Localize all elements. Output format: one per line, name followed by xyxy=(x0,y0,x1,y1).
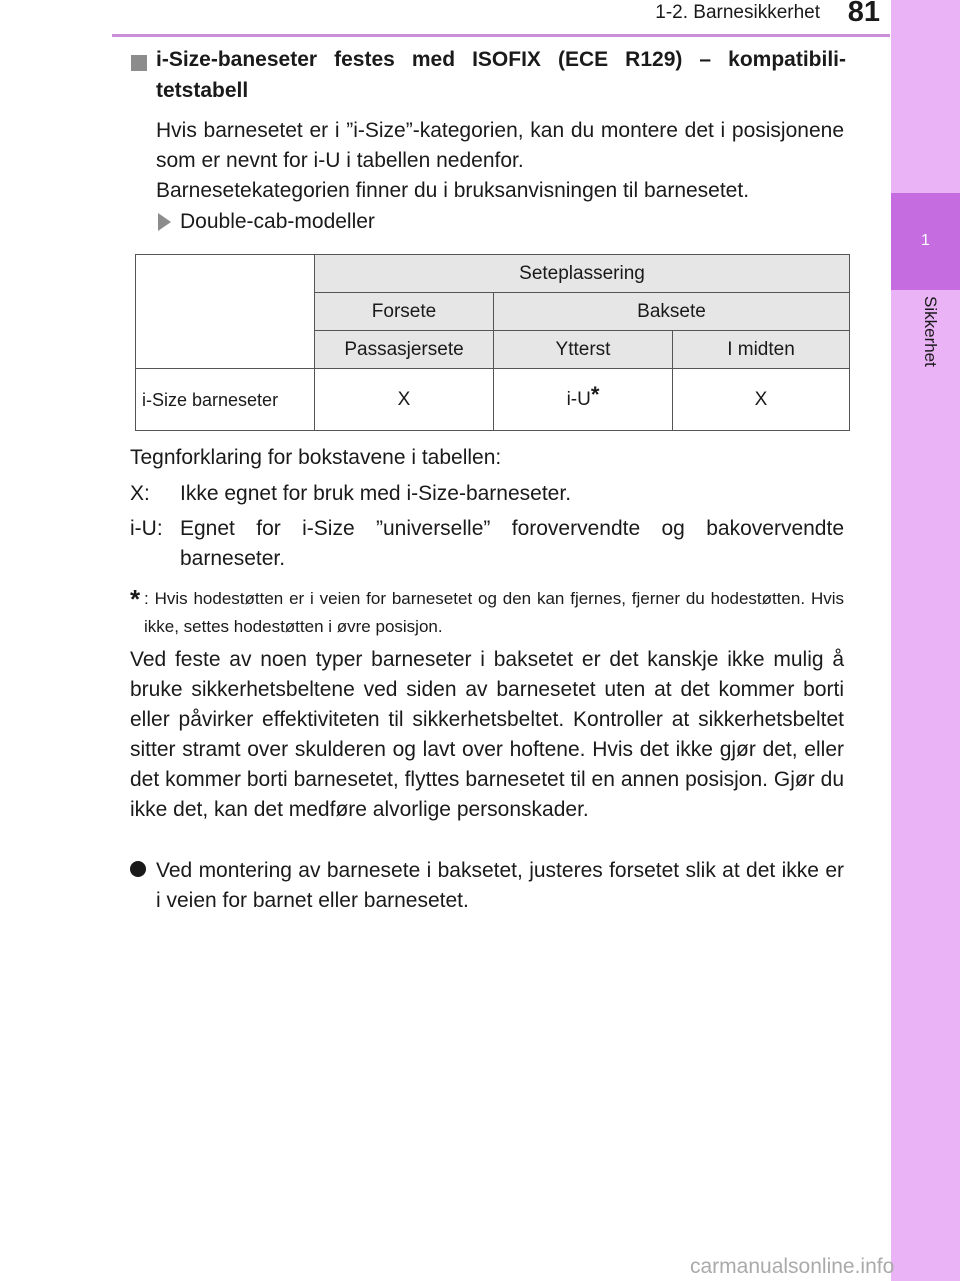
table-row xyxy=(136,369,850,431)
intro-paragraph-1: Hvis barnesetet er i ”i-Size”-kategorien, kan du montere det i posisjonene som er nevnt for i-U i tabellen nedenfor. xyxy=(156,119,844,172)
footnote-text: : Hvis hodestøtten er i veien for barnesetet og den kan fjernes, fjerner du hodestøtten. Hvis ikke, settes hodestøtten i øvre posisjon. xyxy=(144,589,844,636)
table-header-passenger: Passasjersete xyxy=(315,331,494,369)
table-cell-outer-value: i-U xyxy=(566,388,591,410)
intro-paragraph-2: Barnesetekategorien finner du i bruksanvisningen til barnesetet. xyxy=(156,179,750,202)
chapter-number: 1 xyxy=(921,232,930,249)
footnote-reference-mark: * xyxy=(590,381,600,407)
body-paragraph: Ved feste av noen typer barneseter i baksetet er det kanskje ikke mulig å bruke sikkerhetsbeltene ved siden av barnesetet uten at det kommer borti eller påvirker effektiviteten til sikkerhetsbeltet. Kontroller at sikkerhetsbeltet sitter stramt over skulderen og lavt over hoftene. Hvis det ikke gjør det, eller det kommer borti barnesetet, flyttes barnesetet til en annen posisjon. Gjør du ikke det, kan det medføre alvorlige personskader. xyxy=(130,648,844,821)
compatibility-table xyxy=(135,254,850,431)
model-subheading: Double-cab-modeller xyxy=(180,210,375,233)
chapter-label: Sikkerhet xyxy=(921,296,940,367)
table-corner-cell xyxy=(136,255,315,369)
legend-key: i-U: xyxy=(130,517,163,540)
table-header-front: Forsete xyxy=(315,293,494,331)
watermark: carmanualsonline.info xyxy=(690,1255,895,1278)
table-header-middle: I midten xyxy=(673,331,850,369)
table-cell-middle: X xyxy=(673,369,850,431)
legend-text: Ikke egnet for bruk med i-Size-barneseter. xyxy=(180,482,572,505)
table-cell-passenger: X xyxy=(315,369,494,431)
page-number: 81 xyxy=(847,0,880,28)
table-header-seat-position: Seteplassering xyxy=(315,255,850,293)
section-heading: i-Size-baneseter festes med ISOFIX (ECE R129) – kompatibilitetstabell xyxy=(156,48,846,102)
table-cell-outer xyxy=(494,369,673,431)
legend-text: Egnet for i-Size ”universelle” forovervendte og bakovervendte barneseter. xyxy=(180,517,844,570)
header-divider xyxy=(112,34,890,37)
bullet-text: Ved montering av barnesete i baksetet, justeres forsetet slik at det ikke er i veien for barnet eller barnesetet. xyxy=(156,859,844,912)
bullet-dot-icon xyxy=(130,861,146,877)
table-header-rear: Baksete xyxy=(494,293,850,331)
table-header-outer: Ytterst xyxy=(494,331,673,369)
running-header-section: 1-2. Barnesikkerhet xyxy=(655,2,820,23)
table-row-label: i-Size barneseter xyxy=(136,369,315,431)
footnote-mark: * xyxy=(130,584,141,614)
legend-key: X: xyxy=(130,482,150,505)
legend-title: Tegnforklaring for bokstavene i tabellen: xyxy=(130,446,502,469)
triangle-arrow-icon xyxy=(158,213,171,231)
section-square-icon xyxy=(131,55,147,71)
